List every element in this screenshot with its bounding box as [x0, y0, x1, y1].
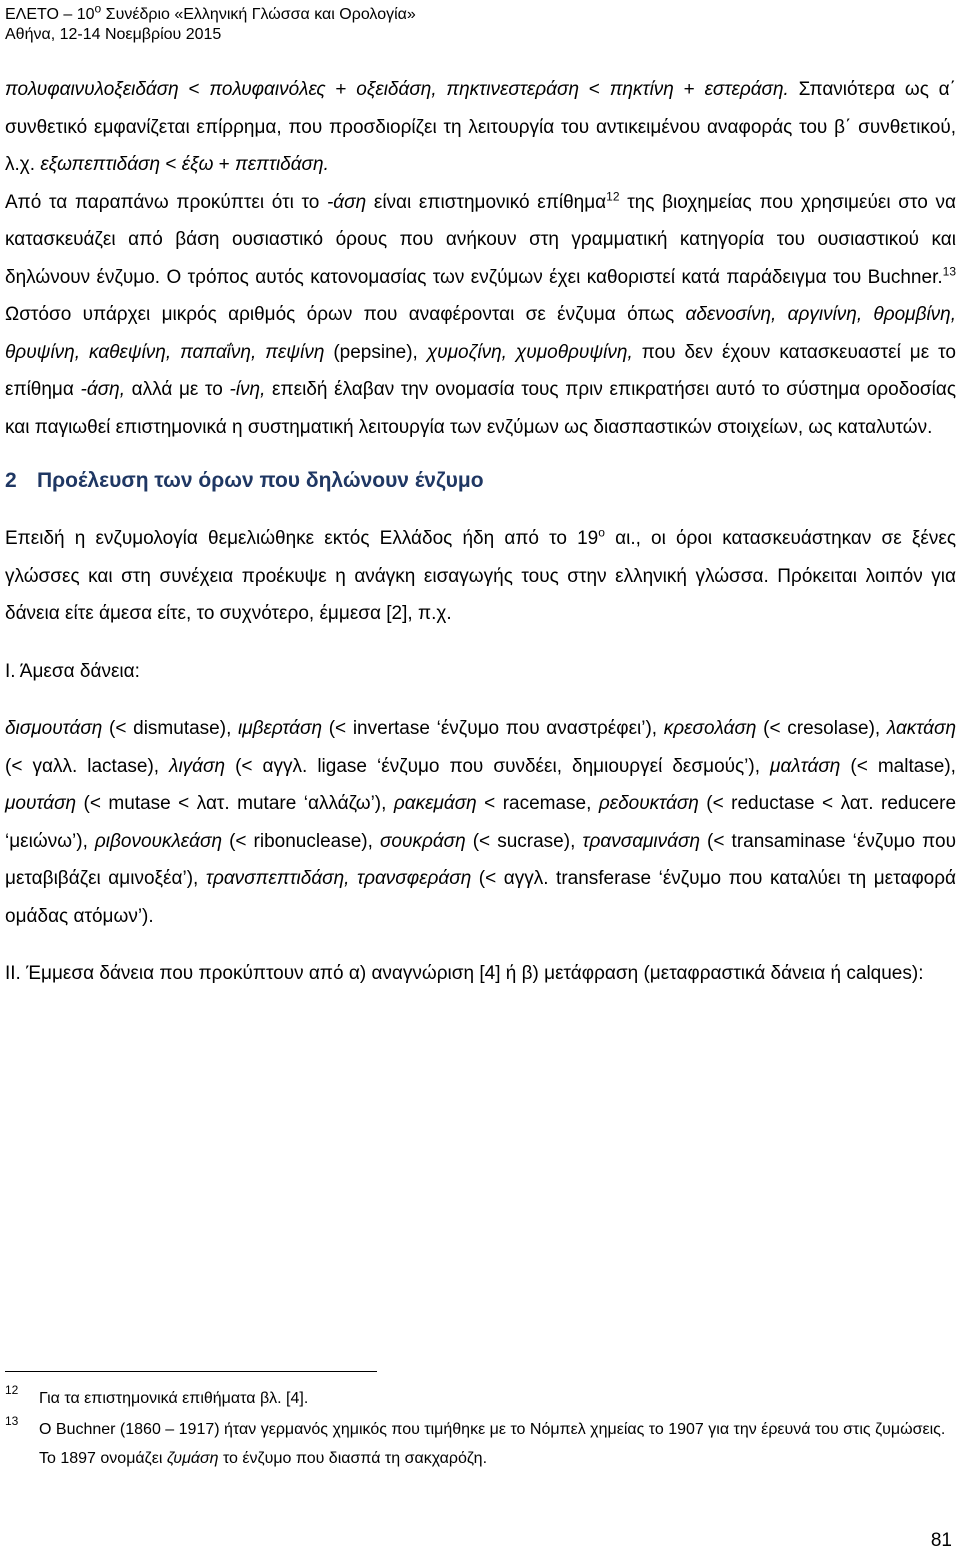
header-conference: ΕΛΕΤΟ – $10^o$ Συνέδριο «Ελληνική Γλώσσα και Ορολογία» [5, 1, 416, 23]
footnote-12: 12 Για τα επιστημονικά επιθήματα βλ. [4]. [5, 1384, 956, 1413]
footnote-mark: 12 [5, 1383, 19, 1397]
footnote-separator [5, 1371, 377, 1372]
header-location-date: Αθήνα, 12-14 Νοεμβρίου 2015 [5, 26, 222, 43]
paragraph-direct-loans: δισμουτάση (< dismutase), ιμβερτάση (< invertase ‘ένζυμο που αναστρέφει’), κρεσολάση (< cresolase), λακτάση (< γαλλ. lactase), λιγάση (< αγγλ. ligase ‘ένζυμο που συνδέει, δημιουργεί δεσμούς’), μαλτάση (< maltase), μουτάση (< mutase < λατ. mutare ‘αλλάζω’), ρακεμάση < racemase, ρεδουκτάση (< reductase < λατ. reducere ‘μειώνω’), ριβονουκλεάση (< ribonuclease), σουκράση (< sucrase), τρανσαμινάση (< transaminase ‘ένζυμο που μεταβιβάζει αμινοξέα’), τρανσπεπτιδάση, τρανσφεράση (< αγγλ. transferase ‘ένζυμο που καταλύει τη μεταφορά ομάδας ατόμων’). [5, 718, 957, 927]
paragraph-examples: πολυφαινυλοξειδάση < πολυφαινόλες + οξειδάση, πηκτινεστεράση < πηκτίνη + εστεράση. Σπανιότερα ως α΄ συνθετικό εμφανίζεται επίρρημα, που προσδιορίζει τη λειτουργία του αντικειμένου αναφοράς του β΄ συνθετικού, λ.χ. εξωπεπτιδάση < έξω + πεπτιδάση. [5, 79, 956, 175]
footnote-13: 13 Ο Buchner (1860 – 1917) ήταν γερμανός χημικός που τιμήθηκε με το Νόμπελ χημείας το 1907 για την έρευνά του στις ζυμώσεις. Το 1897 ονομάζει ζυμάση το ένζυμο που διασπά τη σακχαρόζη. [5, 1415, 956, 1473]
list-heading-indirect-loans: ΙΙ. Έμμεσα δάνεια που προκύπτουν από α) αναγνώριση [4] ή β) μετάφραση (μεταφραστικά δάνεια ή calques): [5, 963, 924, 984]
footnote-ref-12: 12 [606, 189, 620, 204]
section-heading [5, 466, 956, 496]
paragraph-origin: Επειδή η ενζυμολογία θεμελιώθηκε εκτός Ελλάδος ήδη από το $19^o$ αι., οι όροι κατασκευάστηκαν σε ξένες γλώσσες και στη συνέχεια προέκυψε η ανάγκη εισαγωγής τους στην ελληνική γλώσσα. Πρόκειται λοιπόν για δάνεια είτε άμεσα είτε, το συχνότερο, έμμεσα [2], π.χ. [5, 525, 957, 624]
section-number: 2 [5, 469, 17, 492]
footnotes [5, 1384, 956, 1473]
footnote-mark: 13 [5, 1414, 19, 1428]
page-number: 81 [930, 1530, 952, 1551]
body-text [5, 71, 956, 993]
list-heading-direct-loans: Ι. Άμεσα δάνεια: [5, 660, 140, 682]
section-title-text: Προέλευση των όρων που δηλώνουν ένζυμο [37, 469, 484, 492]
paragraph-suffix-asi: Από τα παραπάνω προκύπτει ότι το -άση είναι επιστημονικό επίθημα$^{12}$ της βιοχημείας που χρησιμεύει στο να κατασκευάζει από βάση ουσιαστικό όρους που ανήκουν στη γραμματική κατηγορία του ουσιαστικού και δηλώνουν ένζυμο. Ο τρόπος αυτός κατονομασίας των ενζύμων έχει καθοριστεί κατά παράδειγμα του Buchner.$^{13}$ Ωστόσο υπάρχει μικρός αριθμός όρων που αναφέρονται σε ένζυμα όπως αδενοσίνη, αργινίνη, θρομβίνη, θρυψίνη, καθεψίνη, παπαΐνη, πεψίνη (pepsine), χυμοζίνη, χυμοθρυψίνη, που δεν έχουν κατασκευαστεί με το επίθημα -άση, αλλά με το -ίνη, επειδή έλαβαν την ονομασία τους πριν επικρατήσει αυτό το σύστημα οροδοσίας και παγιωθεί επιστημονικά η συστηματική λειτουργία των ενζύμων ως διασπαστικών στοιχείων, ως καταλυτών. [5, 189, 956, 438]
running-header [5, 1, 416, 45]
footnote-ref-13: 13 [942, 264, 956, 279]
